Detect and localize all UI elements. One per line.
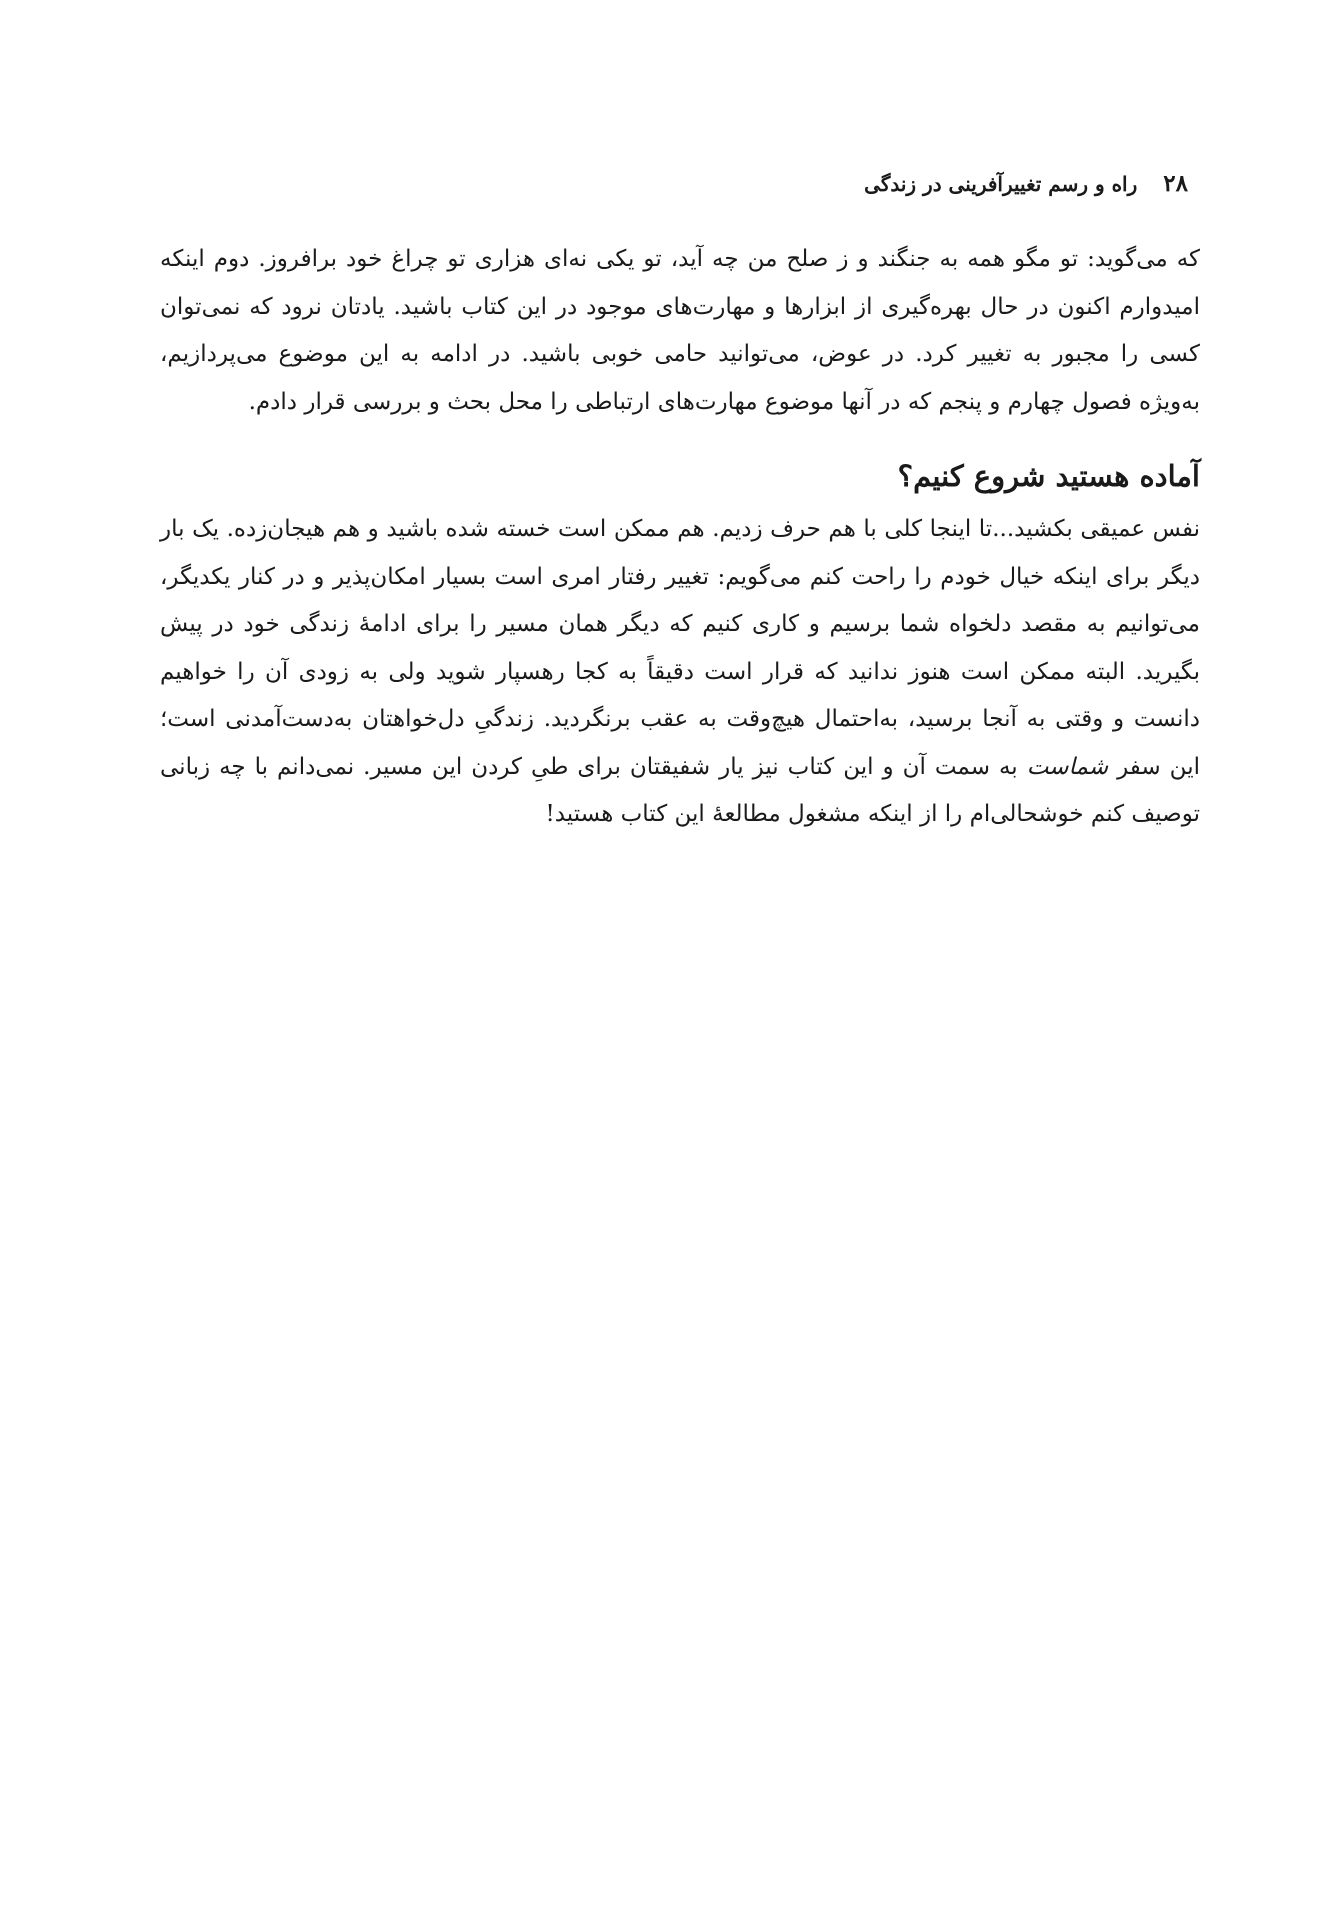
running-header (160, 170, 1200, 210)
paragraph-2-text-start: نفس عمیقی بکشید...تا اینجا کلی با هم حرف زدیم. هم ممکن است خسته شده باشید و هم هیجان‌زده. یک بار دیگر برای اینکه خیال خودم را راحت کنم می‌گویم: تغییر رفتار امری است بسیار امکان‌پذیر و در کنار یکدیگر، می‌توانیم به مقصد دلخواه شما برسیم و کاری کنیم که دیگر همان مسیر را برای ادامهٔ زندگی خود در پیش بگیرید. البته ممکن است هنوز ندانید که قرار است دقیقاً به کجا رهسپار شوید ولی به زودی آن را خواهیم دانست و وقتی به آنجا برسید، به‌احتمال هیچ‌وقت به عقب برنگردید. زندگیِ دل‌خواهتان به‌دست‌آمدنی است؛ این سفر (160, 516, 1200, 780)
paragraph-2-italic-word: شماست (1026, 753, 1109, 780)
section-heading: آماده هستید شروع کنیم؟ (897, 459, 1200, 493)
page-number: ۲۸ (1163, 170, 1188, 197)
body-paragraph-1: که می‌گوید: تو مگو همه به جنگند و ز صلح من چه آید، تو یکی نه‌ای هزاری تو چراغ خود برافروز. دوم اینکه امیدوارم اکنون در حال بهره‌گیری از ابزارها و مهارت‌های موجود در این کتاب باشید. یادتان نرود که نمی‌توان کسی را مجبور به تغییر کرد. در عوض، می‌توانید حامی خوبی باشید. در ادامه به این موضوع می‌پردازیم، به‌ویژه فصول چهارم و پنجم که در آنها موضوع مهارت‌های ارتباطی را محل بحث و بررسی قرار دادم. (160, 246, 1200, 415)
running-header-title: راه و رسم تغییرآفرینی در زندگی (864, 172, 1138, 196)
book-page (160, 170, 1200, 839)
body-paragraph-2 (160, 506, 1200, 839)
paragraph-2-text-end: به سمت آن و این کتاب نیز یار شفیقتان برای طیِ کردن این مسیر. نمی‌دانم با چه زبانی توصیف کنم خوشحالی‌ام را از اینکه مشغول مطالعهٔ این کتاب هستید! (160, 753, 1200, 827)
